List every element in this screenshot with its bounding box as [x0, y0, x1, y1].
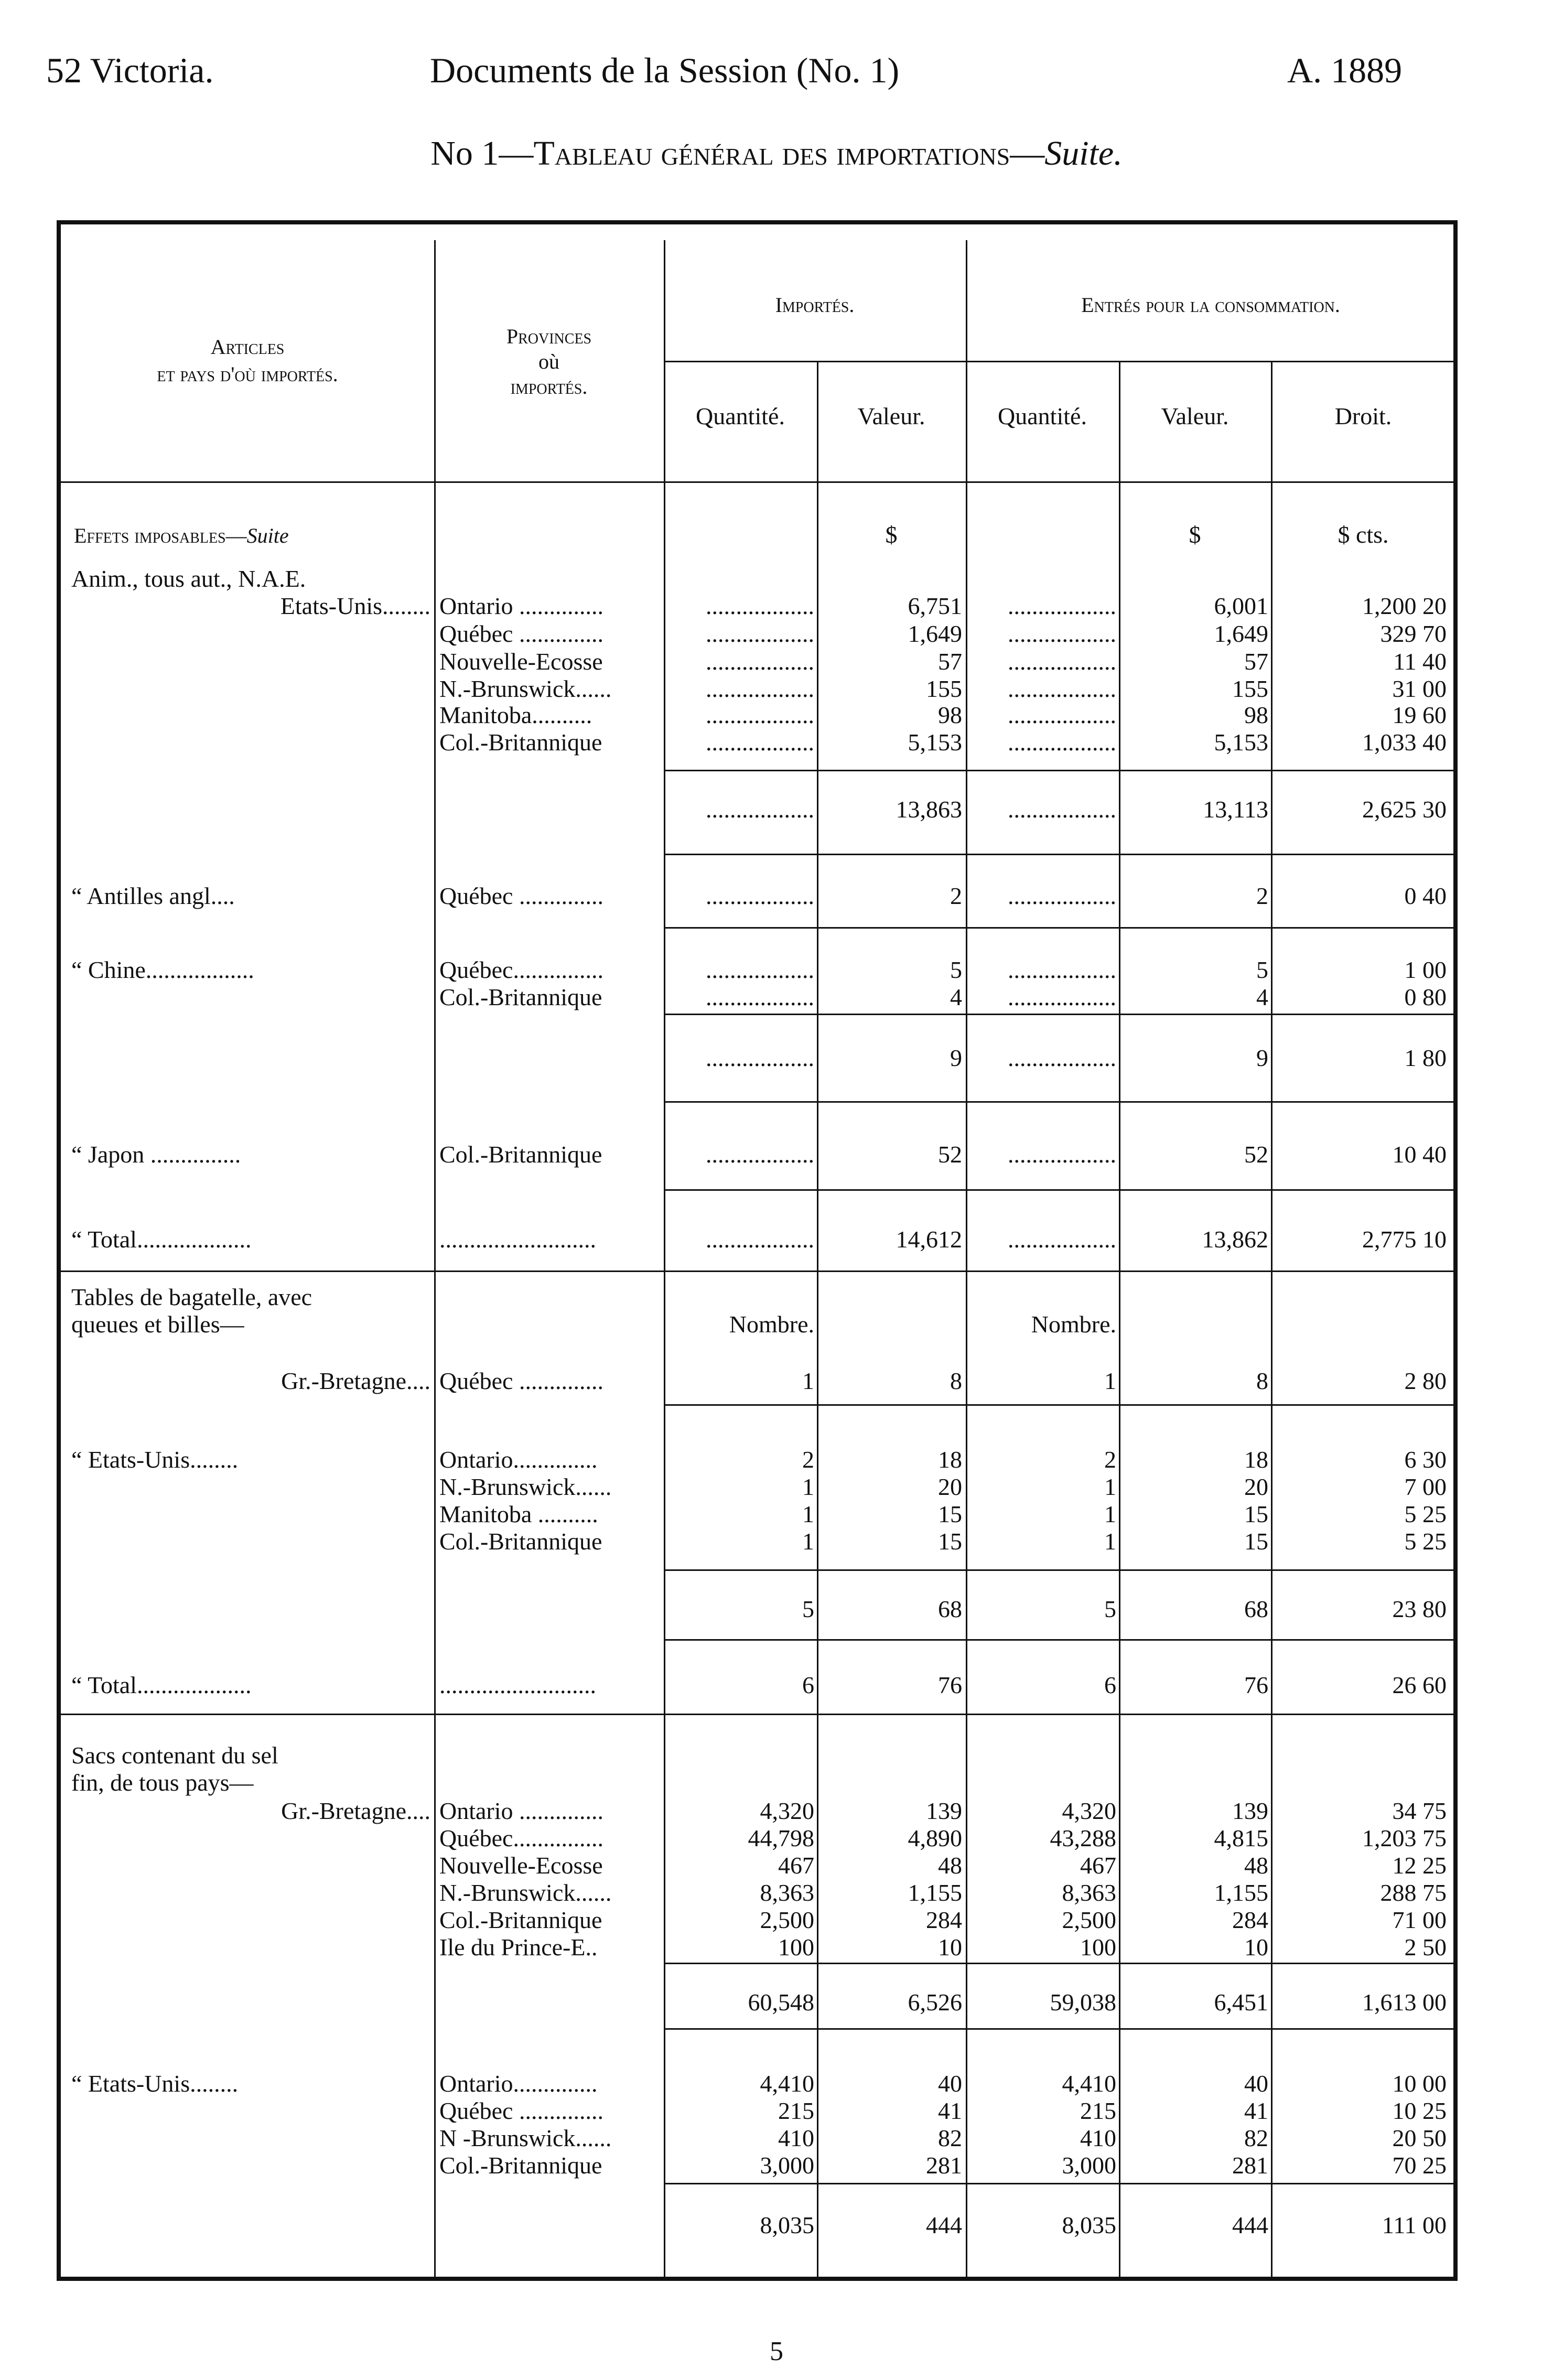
cell-quantite-entres: .................. — [1008, 956, 1116, 983]
cell-valeur-entres: 1,649 — [1214, 620, 1268, 647]
header-valeur-1: Valeur. — [857, 403, 925, 429]
cell-quantite-importes: .................. — [706, 796, 814, 823]
row-rule — [664, 1569, 1455, 1571]
cell-valeur-entres: 40 — [1244, 2070, 1268, 2097]
cell-valeur-importes: 76 — [938, 1672, 962, 1698]
cell-quantite-entres: .................. — [1008, 882, 1116, 909]
cell-article: Anim., tous aut., N.A.E. — [71, 565, 306, 592]
cell-valeur-entres: 10 — [1244, 1934, 1268, 1961]
cell-valeur-importes: 9 — [950, 1044, 962, 1071]
cell-droit: 10 00 — [1392, 2070, 1447, 2097]
cell-valeur-importes: 6,526 — [908, 1989, 962, 2016]
cell-quantite-importes: 410 — [778, 2125, 814, 2151]
cell-valeur-importes: 52 — [938, 1141, 962, 1168]
cell-valeur-entres: 68 — [1244, 1596, 1268, 1622]
cell-quantite-entres: .................. — [1008, 1141, 1116, 1168]
cell-province: N -Brunswick...... — [439, 2125, 612, 2151]
cell-droit: 288 75 — [1380, 1879, 1447, 1906]
cell-quantite-entres: Nombre. — [1031, 1311, 1116, 1338]
cell-valeur-importes: 10 — [938, 1934, 962, 1961]
cell-quantite-importes: 100 — [778, 1934, 814, 1961]
cell-quantite-entres: .................. — [1008, 729, 1116, 756]
cell-article: “ Antilles angl.... — [71, 882, 235, 909]
cell-valeur-entres: 8 — [1256, 1367, 1268, 1394]
page-header-center: Documents de la Session (No. 1) — [430, 50, 900, 90]
cell-province: Col.-Britannique — [439, 984, 602, 1010]
cell-quantite-importes: 467 — [778, 1852, 814, 1879]
cell-quantite-importes: 1 — [802, 1528, 814, 1555]
cell-droit: 11 40 — [1393, 648, 1447, 675]
row-rule — [664, 1639, 1455, 1641]
cell-droit: 1,613 00 — [1362, 1989, 1447, 2016]
cell-valeur-entres: 5 — [1256, 956, 1268, 983]
page-header-left: 52 Victoria. — [46, 50, 214, 90]
cell-quantite-importes: .................. — [706, 648, 814, 675]
cell-quantite-entres: .................. — [1008, 620, 1116, 647]
table-title — [0, 134, 1553, 174]
row-rule — [664, 2183, 1455, 2184]
header-articles-sub: et pays d'où importés. — [157, 362, 338, 386]
cell-droit: 7 00 — [1404, 1473, 1447, 1500]
cell-valeur-entres: 6,451 — [1214, 1989, 1268, 2016]
cell-valeur-importes: 4,890 — [908, 1825, 962, 1851]
cell-quantite-entres: 4,410 — [1062, 2070, 1116, 2097]
cell-province: Col.-Britannique — [439, 1907, 602, 1933]
cell-valeur-importes: 284 — [926, 1907, 962, 1933]
cell-province: Ontario .............. — [439, 593, 604, 619]
page-header-right: A. 1889 — [1287, 50, 1403, 90]
cell-valeur-entres: 52 — [1244, 1141, 1268, 1168]
cell-droit: 0 40 — [1404, 882, 1447, 909]
cell-quantite-importes: 1 — [802, 1367, 814, 1394]
cell-valeur-importes: 2 — [950, 882, 962, 909]
cell-quantite-entres: .................. — [1008, 648, 1116, 675]
cell-quantite-importes: .................. — [706, 956, 814, 983]
cell-province: Québec .............. — [439, 2097, 603, 2124]
cell-droit: 329 70 — [1380, 620, 1447, 647]
cell-quantite-entres: .................. — [1008, 593, 1116, 619]
cell-valeur-importes: 444 — [926, 2212, 962, 2238]
cell-quantite-entres: 100 — [1080, 1934, 1116, 1961]
cell-valeur-importes: 14,612 — [896, 1226, 962, 1253]
unit-dollar-cts: $ cts. — [1338, 521, 1389, 548]
cell-droit: 1,033 40 — [1362, 729, 1447, 756]
cell-valeur-entres: 9 — [1256, 1044, 1268, 1071]
header-quantite-1: Quantité. — [696, 403, 785, 429]
cell-quantite-entres: .................. — [1008, 796, 1116, 823]
cell-quantite-entres: .................. — [1008, 702, 1116, 728]
cell-province: .......................... — [439, 1226, 596, 1253]
cell-droit: 2 50 — [1404, 1934, 1447, 1961]
cell-province: N.-Brunswick...... — [439, 1473, 612, 1500]
cell-province: Nouvelle-Ecosse — [439, 648, 603, 675]
cell-valeur-entres: 4,815 — [1214, 1825, 1268, 1851]
cell-valeur-entres: 1,155 — [1214, 1879, 1268, 1906]
cell-province: Québec............... — [439, 1825, 603, 1851]
col-divider — [664, 240, 665, 2280]
cell-quantite-importes: .................. — [706, 882, 814, 909]
header-quantite-2: Quantité. — [998, 403, 1087, 429]
cell-quantite-importes: 8,035 — [760, 2212, 814, 2238]
cell-valeur-importes: 18 — [938, 1446, 962, 1473]
cell-quantite-importes: 5 — [802, 1596, 814, 1622]
cell-valeur-entres: 6,001 — [1214, 593, 1268, 619]
cell-quantite-entres: .................. — [1008, 1044, 1116, 1071]
cell-droit: 0 80 — [1404, 984, 1447, 1010]
unit-dollar: $ — [1189, 521, 1201, 548]
cell-quantite-entres: 3,000 — [1062, 2152, 1116, 2179]
row-rule — [664, 1014, 1455, 1015]
cell-quantite-entres: 43,288 — [1050, 1825, 1116, 1851]
cell-valeur-entres: 284 — [1232, 1907, 1268, 1933]
cell-article: “ Etats-Unis........ — [71, 1446, 239, 1473]
cell-valeur-entres: 76 — [1244, 1672, 1268, 1698]
row-rule — [664, 2028, 1455, 2030]
cell-quantite-entres: 1 — [1104, 1367, 1116, 1394]
section-label-suffix: Suite — [246, 524, 289, 547]
cell-province: Nouvelle-Ecosse — [439, 1852, 603, 1879]
cell-droit: 31 00 — [1392, 675, 1447, 702]
cell-valeur-importes: 48 — [938, 1852, 962, 1879]
cell-quantite-importes: Nombre. — [729, 1311, 814, 1338]
row-rule — [664, 854, 1455, 855]
unit-dollar: $ — [885, 521, 898, 548]
cell-quantite-importes: 4,410 — [760, 2070, 814, 2097]
cell-valeur-importes: 13,863 — [896, 796, 962, 823]
cell-article: “ Chine.................. — [71, 956, 254, 983]
cell-valeur-entres: 13,113 — [1203, 796, 1268, 823]
cell-province: Québec .............. — [439, 882, 603, 909]
cell-quantite-entres: 215 — [1080, 2097, 1116, 2124]
title-suffix: Suite. — [1044, 134, 1123, 173]
cell-quantite-importes: 1 — [802, 1501, 814, 1527]
cell-province: .......................... — [439, 1672, 596, 1698]
cell-valeur-importes: 41 — [938, 2097, 962, 2124]
cell-valeur-importes: 68 — [938, 1596, 962, 1622]
cell-province: Col.-Britannique — [439, 1528, 602, 1555]
cell-droit: 2,775 10 — [1362, 1226, 1447, 1253]
cell-valeur-importes: 1,649 — [908, 620, 962, 647]
row-rule — [664, 1101, 1455, 1103]
cell-valeur-importes: 98 — [938, 702, 962, 728]
cell-quantite-entres: .................. — [1008, 1226, 1116, 1253]
cell-quantite-entres: 467 — [1080, 1852, 1116, 1879]
cell-valeur-entres: 2 — [1256, 882, 1268, 909]
col-divider — [1119, 361, 1120, 2280]
cell-province: Ontario.............. — [439, 1446, 598, 1473]
cell-article: Sacs contenant du sel — [71, 1742, 278, 1769]
row-rule — [664, 1189, 1455, 1191]
cell-province: Québec............... — [439, 956, 603, 983]
header-entres: Entrés pour la consommation. — [1081, 293, 1340, 317]
cell-article: “ Japon ............... — [71, 1141, 241, 1168]
cell-valeur-importes: 5 — [950, 956, 962, 983]
cell-droit: 5 25 — [1404, 1501, 1447, 1527]
cell-quantite-entres: 8,035 — [1062, 2212, 1116, 2238]
cell-valeur-entres: 48 — [1244, 1852, 1268, 1879]
cell-droit: 26 60 — [1392, 1672, 1447, 1698]
cell-province: Col.-Britannique — [439, 729, 602, 756]
section-label — [74, 522, 289, 550]
cell-quantite-importes: 8,363 — [760, 1879, 814, 1906]
cell-quantite-importes: .................. — [706, 729, 814, 756]
cell-province: Québec .............. — [439, 620, 603, 647]
header-provinces-sub: importés. — [510, 375, 588, 399]
cell-quantite-importes: 215 — [778, 2097, 814, 2124]
cell-quantite-entres: 2 — [1104, 1446, 1116, 1473]
cell-valeur-importes: 15 — [938, 1501, 962, 1527]
cell-quantite-entres: 2,500 — [1062, 1907, 1116, 1933]
cell-valeur-importes: 155 — [926, 675, 962, 702]
page-number: 5 — [770, 2336, 783, 2366]
cell-valeur-entres: 20 — [1244, 1473, 1268, 1500]
cell-droit: 23 80 — [1392, 1596, 1447, 1622]
cell-article: Tables de bagatelle, avec — [71, 1284, 312, 1310]
row-rule — [664, 1963, 1455, 1964]
cell-droit: 6 30 — [1404, 1446, 1447, 1473]
cell-article: “ Total................... — [71, 1672, 252, 1698]
cell-valeur-importes: 20 — [938, 1473, 962, 1500]
header-importes: Importés. — [775, 293, 855, 317]
title-number: No 1— — [430, 134, 534, 173]
cell-quantite-entres: 1 — [1104, 1501, 1116, 1527]
cell-valeur-importes: 139 — [926, 1797, 962, 1824]
cell-quantite-importes: 2 — [802, 1446, 814, 1473]
cell-valeur-importes: 5,153 — [908, 729, 962, 756]
imports-table — [57, 220, 1458, 2281]
cell-article: Gr.-Bretagne.... — [281, 1367, 430, 1394]
cell-droit: 2,625 30 — [1362, 796, 1447, 823]
cell-quantite-importes: .................. — [706, 1141, 814, 1168]
header-rule — [61, 481, 1455, 483]
cell-article: “ Total................... — [71, 1226, 252, 1253]
title-main: Tableau général des importations— — [533, 134, 1045, 173]
cell-quantite-entres: 6 — [1104, 1672, 1116, 1698]
cell-quantite-entres: .................. — [1008, 984, 1116, 1010]
cell-province: Manitoba .......... — [439, 1501, 598, 1527]
cell-quantite-importes: 2,500 — [760, 1907, 814, 1933]
cell-quantite-importes: 1 — [802, 1473, 814, 1500]
cell-droit: 2 80 — [1404, 1367, 1447, 1394]
cell-province: Ontario .............. — [439, 1797, 604, 1824]
cell-province: Manitoba.......... — [439, 702, 592, 728]
cell-province: N.-Brunswick...... — [439, 1879, 612, 1906]
cell-province: Québec .............. — [439, 1367, 603, 1394]
cell-quantite-importes: .................. — [706, 984, 814, 1010]
cell-droit: 1,203 75 — [1362, 1825, 1447, 1851]
cell-province: N.-Brunswick...... — [439, 675, 612, 702]
cell-province: Ile du Prince-E.. — [439, 1934, 598, 1961]
col-divider — [1271, 361, 1272, 2280]
cell-valeur-entres: 82 — [1244, 2125, 1268, 2151]
header-provinces: Provinces — [506, 325, 592, 348]
cell-valeur-importes: 15 — [938, 1528, 962, 1555]
cell-valeur-entres: 444 — [1232, 2212, 1268, 2238]
cell-article: queues et billes— — [71, 1311, 244, 1338]
cell-valeur-entres: 139 — [1232, 1797, 1268, 1824]
cell-valeur-importes: 57 — [938, 648, 962, 675]
cell-quantite-importes: 60,548 — [748, 1989, 814, 2016]
cell-quantite-entres: 8,363 — [1062, 1879, 1116, 1906]
cell-quantite-entres: 1 — [1104, 1473, 1116, 1500]
cell-province: Col.-Britannique — [439, 2152, 602, 2179]
cell-valeur-entres: 4 — [1256, 984, 1268, 1010]
cell-droit: 10 25 — [1392, 2097, 1447, 2124]
cell-quantite-entres: 59,038 — [1050, 1989, 1116, 2016]
cell-quantite-importes: 44,798 — [748, 1825, 814, 1851]
cell-valeur-entres: 155 — [1232, 675, 1268, 702]
section-label-text: Effets imposables— — [74, 524, 247, 547]
cell-droit: 111 00 — [1382, 2212, 1447, 2238]
cell-droit: 1,200 20 — [1362, 593, 1447, 619]
row-rule — [664, 927, 1455, 929]
cell-province: Col.-Britannique — [439, 1141, 602, 1168]
cell-article: fin, de tous pays— — [71, 1769, 254, 1796]
col-divider — [817, 361, 818, 2280]
header-valeur-2: Valeur. — [1161, 403, 1229, 429]
cell-quantite-importes: .................. — [706, 1044, 814, 1071]
cell-valeur-entres: 18 — [1244, 1446, 1268, 1473]
header-rule — [664, 361, 1455, 362]
header-droit: Droit. — [1334, 403, 1392, 429]
cell-valeur-importes: 82 — [938, 2125, 962, 2151]
cell-valeur-importes: 6,751 — [908, 593, 962, 619]
cell-quantite-importes: .................. — [706, 1226, 814, 1253]
col-divider — [966, 240, 967, 2280]
cell-valeur-importes: 8 — [950, 1367, 962, 1394]
cell-droit: 19 60 — [1392, 702, 1447, 728]
cell-droit: 1 80 — [1404, 1044, 1447, 1071]
header-articles: Articles — [210, 335, 285, 359]
cell-quantite-entres: 1 — [1104, 1528, 1116, 1555]
cell-droit: 1 00 — [1404, 956, 1447, 983]
cell-valeur-entres: 15 — [1244, 1501, 1268, 1527]
cell-quantite-importes: .................. — [706, 593, 814, 619]
cell-quantite-importes: .................. — [706, 702, 814, 728]
cell-quantite-entres: .................. — [1008, 675, 1116, 702]
cell-droit: 70 25 — [1392, 2152, 1447, 2179]
cell-valeur-importes: 40 — [938, 2070, 962, 2097]
cell-article: “ Etats-Unis........ — [71, 2070, 239, 2097]
cell-article: Etats-Unis........ — [280, 593, 430, 619]
cell-quantite-importes: 3,000 — [760, 2152, 814, 2179]
cell-droit: 20 50 — [1392, 2125, 1447, 2151]
header-provinces-ou: où — [538, 350, 559, 373]
cell-valeur-entres: 41 — [1244, 2097, 1268, 2124]
cell-quantite-importes: .................. — [706, 675, 814, 702]
cell-quantite-entres: 5 — [1104, 1596, 1116, 1622]
cell-droit: 34 75 — [1392, 1797, 1447, 1824]
cell-valeur-entres: 5,153 — [1214, 729, 1268, 756]
cell-valeur-importes: 1,155 — [908, 1879, 962, 1906]
cell-valeur-importes: 281 — [926, 2152, 962, 2179]
col-divider — [434, 240, 436, 2280]
cell-quantite-importes: 4,320 — [760, 1797, 814, 1824]
row-rule — [61, 1270, 1455, 1272]
cell-article: Gr.-Bretagne.... — [281, 1797, 430, 1824]
cell-valeur-entres: 98 — [1244, 702, 1268, 728]
cell-province: Ontario.............. — [439, 2070, 598, 2097]
cell-quantite-entres: 410 — [1080, 2125, 1116, 2151]
cell-valeur-entres: 13,862 — [1202, 1226, 1268, 1253]
cell-quantite-entres: 4,320 — [1062, 1797, 1116, 1824]
cell-droit: 5 25 — [1404, 1528, 1447, 1555]
row-rule — [664, 770, 1455, 771]
cell-droit: 10 40 — [1392, 1141, 1447, 1168]
cell-valeur-entres: 281 — [1232, 2152, 1268, 2179]
cell-valeur-entres: 15 — [1244, 1528, 1268, 1555]
row-rule — [664, 1404, 1455, 1406]
cell-quantite-importes: 6 — [802, 1672, 814, 1698]
cell-quantite-importes: .................. — [706, 620, 814, 647]
cell-droit: 71 00 — [1392, 1907, 1447, 1933]
cell-valeur-importes: 4 — [950, 984, 962, 1010]
cell-valeur-entres: 57 — [1244, 648, 1268, 675]
cell-droit: 12 25 — [1392, 1852, 1447, 1879]
row-rule — [61, 1714, 1455, 1715]
